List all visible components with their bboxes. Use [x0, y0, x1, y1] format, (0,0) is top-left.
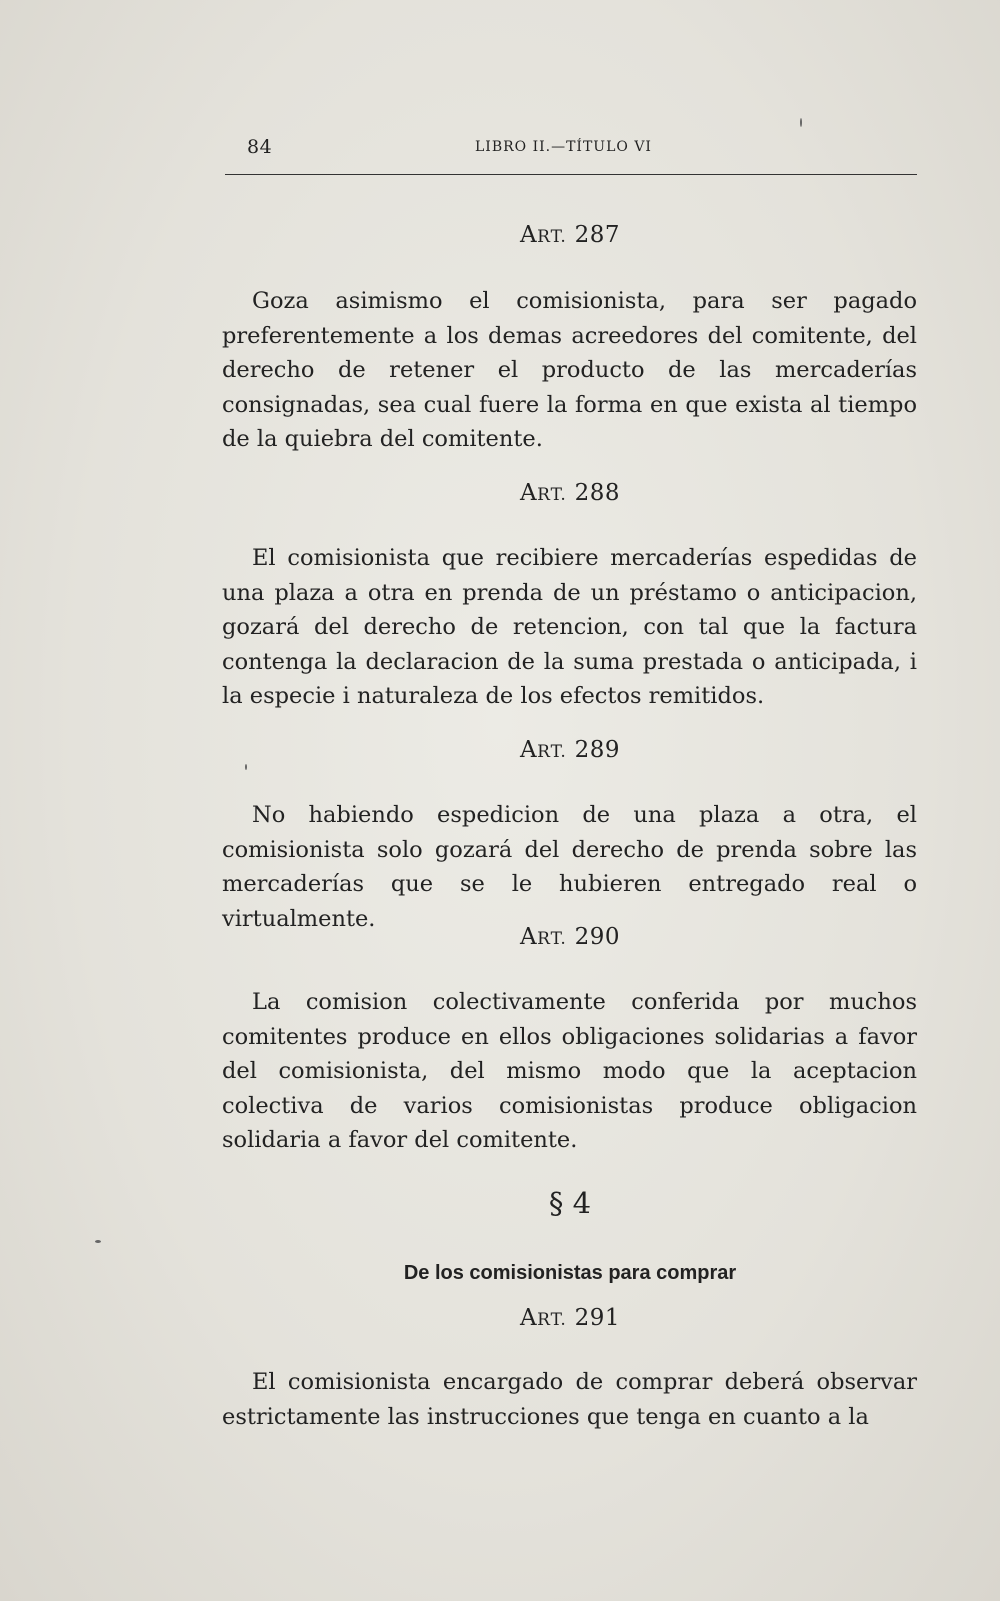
- article-text-287: Goza asimismo el comisionista, para ser pagado preferentemente a los demas acreedores del comitente, del derecho de retener el producto de las mercaderías consignadas, sea cual fuere la forma en que exista al tiempo de la quiebra del comitente.: [222, 288, 917, 452]
- scan-speck: [800, 118, 802, 127]
- page-number: 84: [247, 136, 273, 158]
- scan-speck: [245, 764, 247, 770]
- section-mark: § 4: [548, 1186, 592, 1220]
- article-heading-287: ART. 287: [519, 222, 621, 248]
- article-heading-289: ART. 289: [519, 737, 621, 763]
- running-head: LIBRO II.—TÍTULO VI: [475, 139, 652, 155]
- article-text-289: No habiendo espedicion de una plaza a otra, el comisionista solo gozará del derecho de prenda sobre las mercaderías que se le hubieren entregado real o virtualmente.: [222, 802, 917, 932]
- header-rule: [225, 174, 917, 175]
- article-heading-291: ART. 291: [519, 1305, 621, 1331]
- article-heading-290: ART. 290: [519, 924, 621, 950]
- article-text-288: El comisionista que recibiere mercaderías espedidas de una plaza a otra en prenda de un préstamo o anticipacion, gozará del derecho de retencion, con tal que la factura contenga la declaracion de la suma prestada o anticipada, i la especie i naturaleza de los efectos remitidos.: [222, 545, 917, 709]
- article-text-290: La comision colectivamente conferida por muchos comitentes produce en ellos obligaciones solidarias a favor del comisionista, del mismo modo que la aceptacion colectiva de varios comisionistas produce obligacion solidaria a favor del comitente.: [222, 989, 917, 1153]
- section-title: De los comisionistas para comprar: [403, 1262, 737, 1284]
- article-text-291: El comisionista encargado de comprar deberá observar estrictamente las instrucciones que tenga en cuanto a la: [222, 1369, 917, 1430]
- scan-speck: [95, 1240, 101, 1243]
- article-heading-288: ART. 288: [519, 480, 621, 506]
- page-header: [225, 136, 915, 166]
